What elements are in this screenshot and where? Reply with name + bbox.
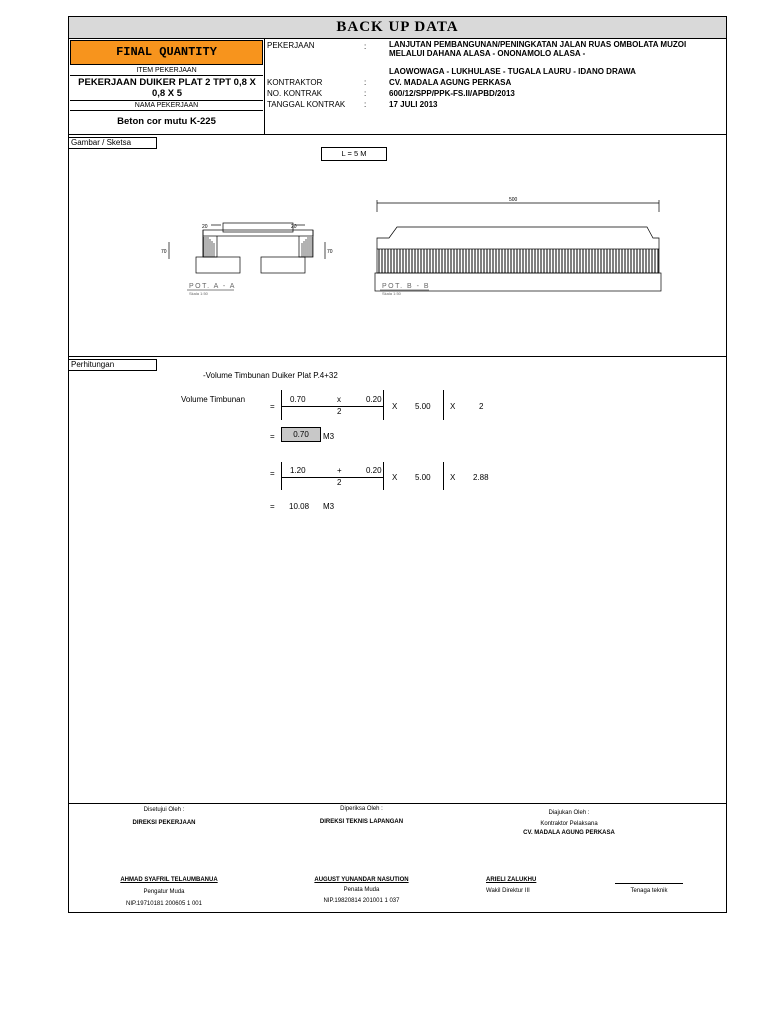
sheet-title: BACK UP DATA: [69, 17, 726, 39]
colon: :: [364, 100, 367, 109]
sig1-org: DIREKSI PEKERJAAN: [132, 820, 196, 826]
pekerjaan-value-line2: LAOWOWAGA - LUKHULASE - TUGALA LAURU - IDANO DRAWA: [389, 67, 636, 76]
sig3-title: Diajukan Oleh :: [548, 810, 590, 816]
eq-3: =: [270, 469, 275, 478]
sig4-rank: Tenaga teknik: [630, 888, 668, 894]
no-kontrak-value: 600/12/SPP/PPK-FS.II/APBD/2013: [389, 89, 515, 98]
r1-len: 5.00: [415, 402, 431, 411]
pekerjaan-label: PEKERJAAN: [267, 41, 315, 50]
scale-left: Skala 1:50: [189, 291, 208, 296]
sig2-title: Diperiksa Oleh :: [340, 806, 383, 812]
sig1-nip: NIP.19710181 200605 1 001: [126, 901, 202, 907]
nama-pekerjaan-value: Beton cor mutu K-225: [117, 116, 216, 127]
times-3: X: [392, 473, 398, 482]
caption-pot-b: POT. B - B: [382, 283, 431, 290]
times-1: X: [392, 402, 398, 411]
r4-result: 10.08: [289, 502, 310, 511]
no-kontrak-label: NO. KONTRAK: [267, 89, 323, 98]
sig1-rank: Pengatur Muda: [143, 889, 185, 895]
item-pekerjaan-value: PEKERJAAN DUIKER PLAT 2 TPT 0,8 X 0,8 X 5: [78, 77, 256, 99]
tanggal-kontrak-label: TANGGAL KONTRAK: [267, 100, 346, 109]
calc-heading: -Volume Timbunan Duiker Plat P.4+32: [203, 371, 338, 380]
r1-mult: 2: [479, 402, 484, 411]
colon: :: [364, 42, 367, 51]
scale-right: Skala 1:50: [382, 291, 401, 296]
r3-b: 0.20: [366, 466, 382, 475]
dim-70-right: 70: [327, 249, 333, 255]
r1-op: x: [337, 395, 341, 404]
dim-20-left: 20: [202, 224, 208, 230]
perhitungan-tag: Perhitungan: [69, 359, 157, 371]
final-quantity-banner: FINAL QUANTITY: [70, 40, 263, 65]
r3-a: 1.20: [290, 466, 306, 475]
unit-1: M3: [323, 432, 335, 441]
dim-500: 500: [509, 197, 518, 203]
eq-4: =: [270, 502, 275, 511]
item-pekerjaan-label: ITEM PEKERJAAN: [70, 66, 263, 76]
sig2-rank: Penata Muda: [343, 887, 380, 893]
culvert-sketch: [69, 167, 726, 307]
nama-pekerjaan-label: NAMA PEKERJAAN: [70, 100, 263, 111]
sig2-nip: NIP.19820814 201001 1 037: [323, 898, 400, 904]
eq-2: =: [270, 432, 275, 441]
pekerjaan-value: LANJUTAN PEMBANGUNAN/PENINGKATAN JALAN RUAS OMBOLATA MUZOI MELALUI DAHANA ALASA - ONONAMOLO ALASA -: [389, 40, 687, 58]
r3-len: 5.00: [415, 473, 431, 482]
tanggal-kontrak-value: 17 JULI 2013: [389, 100, 438, 109]
backup-data-sheet: [68, 16, 727, 913]
dim-70-left: 70: [161, 249, 167, 255]
r1-a: 0.70: [290, 395, 306, 404]
caption-pot-a: POT. A - A: [189, 283, 236, 290]
r2-result: 0.70: [281, 427, 321, 442]
times-4: X: [450, 473, 456, 482]
colon: :: [364, 78, 367, 87]
eq-1: =: [270, 402, 275, 411]
sig3-rank: Wakil Direktur III: [486, 888, 530, 894]
sig2-org: DIREKSI TEKNIS LAPANGAN: [319, 819, 404, 825]
r1-b: 0.20: [366, 395, 382, 404]
dim-20-right: 20: [291, 224, 297, 230]
kontraktor-label: KONTRAKTOR: [267, 78, 323, 87]
unit-2: M3: [323, 502, 335, 511]
sig1-title: Disetujui Oleh :: [143, 807, 185, 813]
volume-timbunan-label: Volume Timbunan: [181, 395, 246, 404]
colon: :: [364, 89, 367, 98]
r3-mult: 2.88: [473, 473, 489, 482]
length-box: L = 5 M: [321, 147, 387, 161]
kontraktor-value: CV. MADALA AGUNG PERKASA: [389, 78, 512, 87]
times-2: X: [450, 402, 456, 411]
culvert-hatch: [377, 249, 659, 273]
gambar-sketsa-tag: Gambar / Sketsa: [69, 137, 157, 149]
r1-div: 2: [337, 407, 342, 416]
sig3-org: CV. MADALA AGUNG PERKASA: [523, 830, 615, 836]
r3-div: 2: [337, 478, 342, 487]
sig3-name: ARIELI ZALUKHU: [486, 877, 537, 883]
sig1-name: AHMAD SYAFRIL TELAUMBANUA: [120, 877, 218, 883]
r3-op: +: [337, 466, 342, 475]
sig3-sub: Kontraktor Pelaksana: [540, 821, 598, 827]
sig2-name: AUGUST YUNANDAR NASUTION: [314, 877, 409, 883]
